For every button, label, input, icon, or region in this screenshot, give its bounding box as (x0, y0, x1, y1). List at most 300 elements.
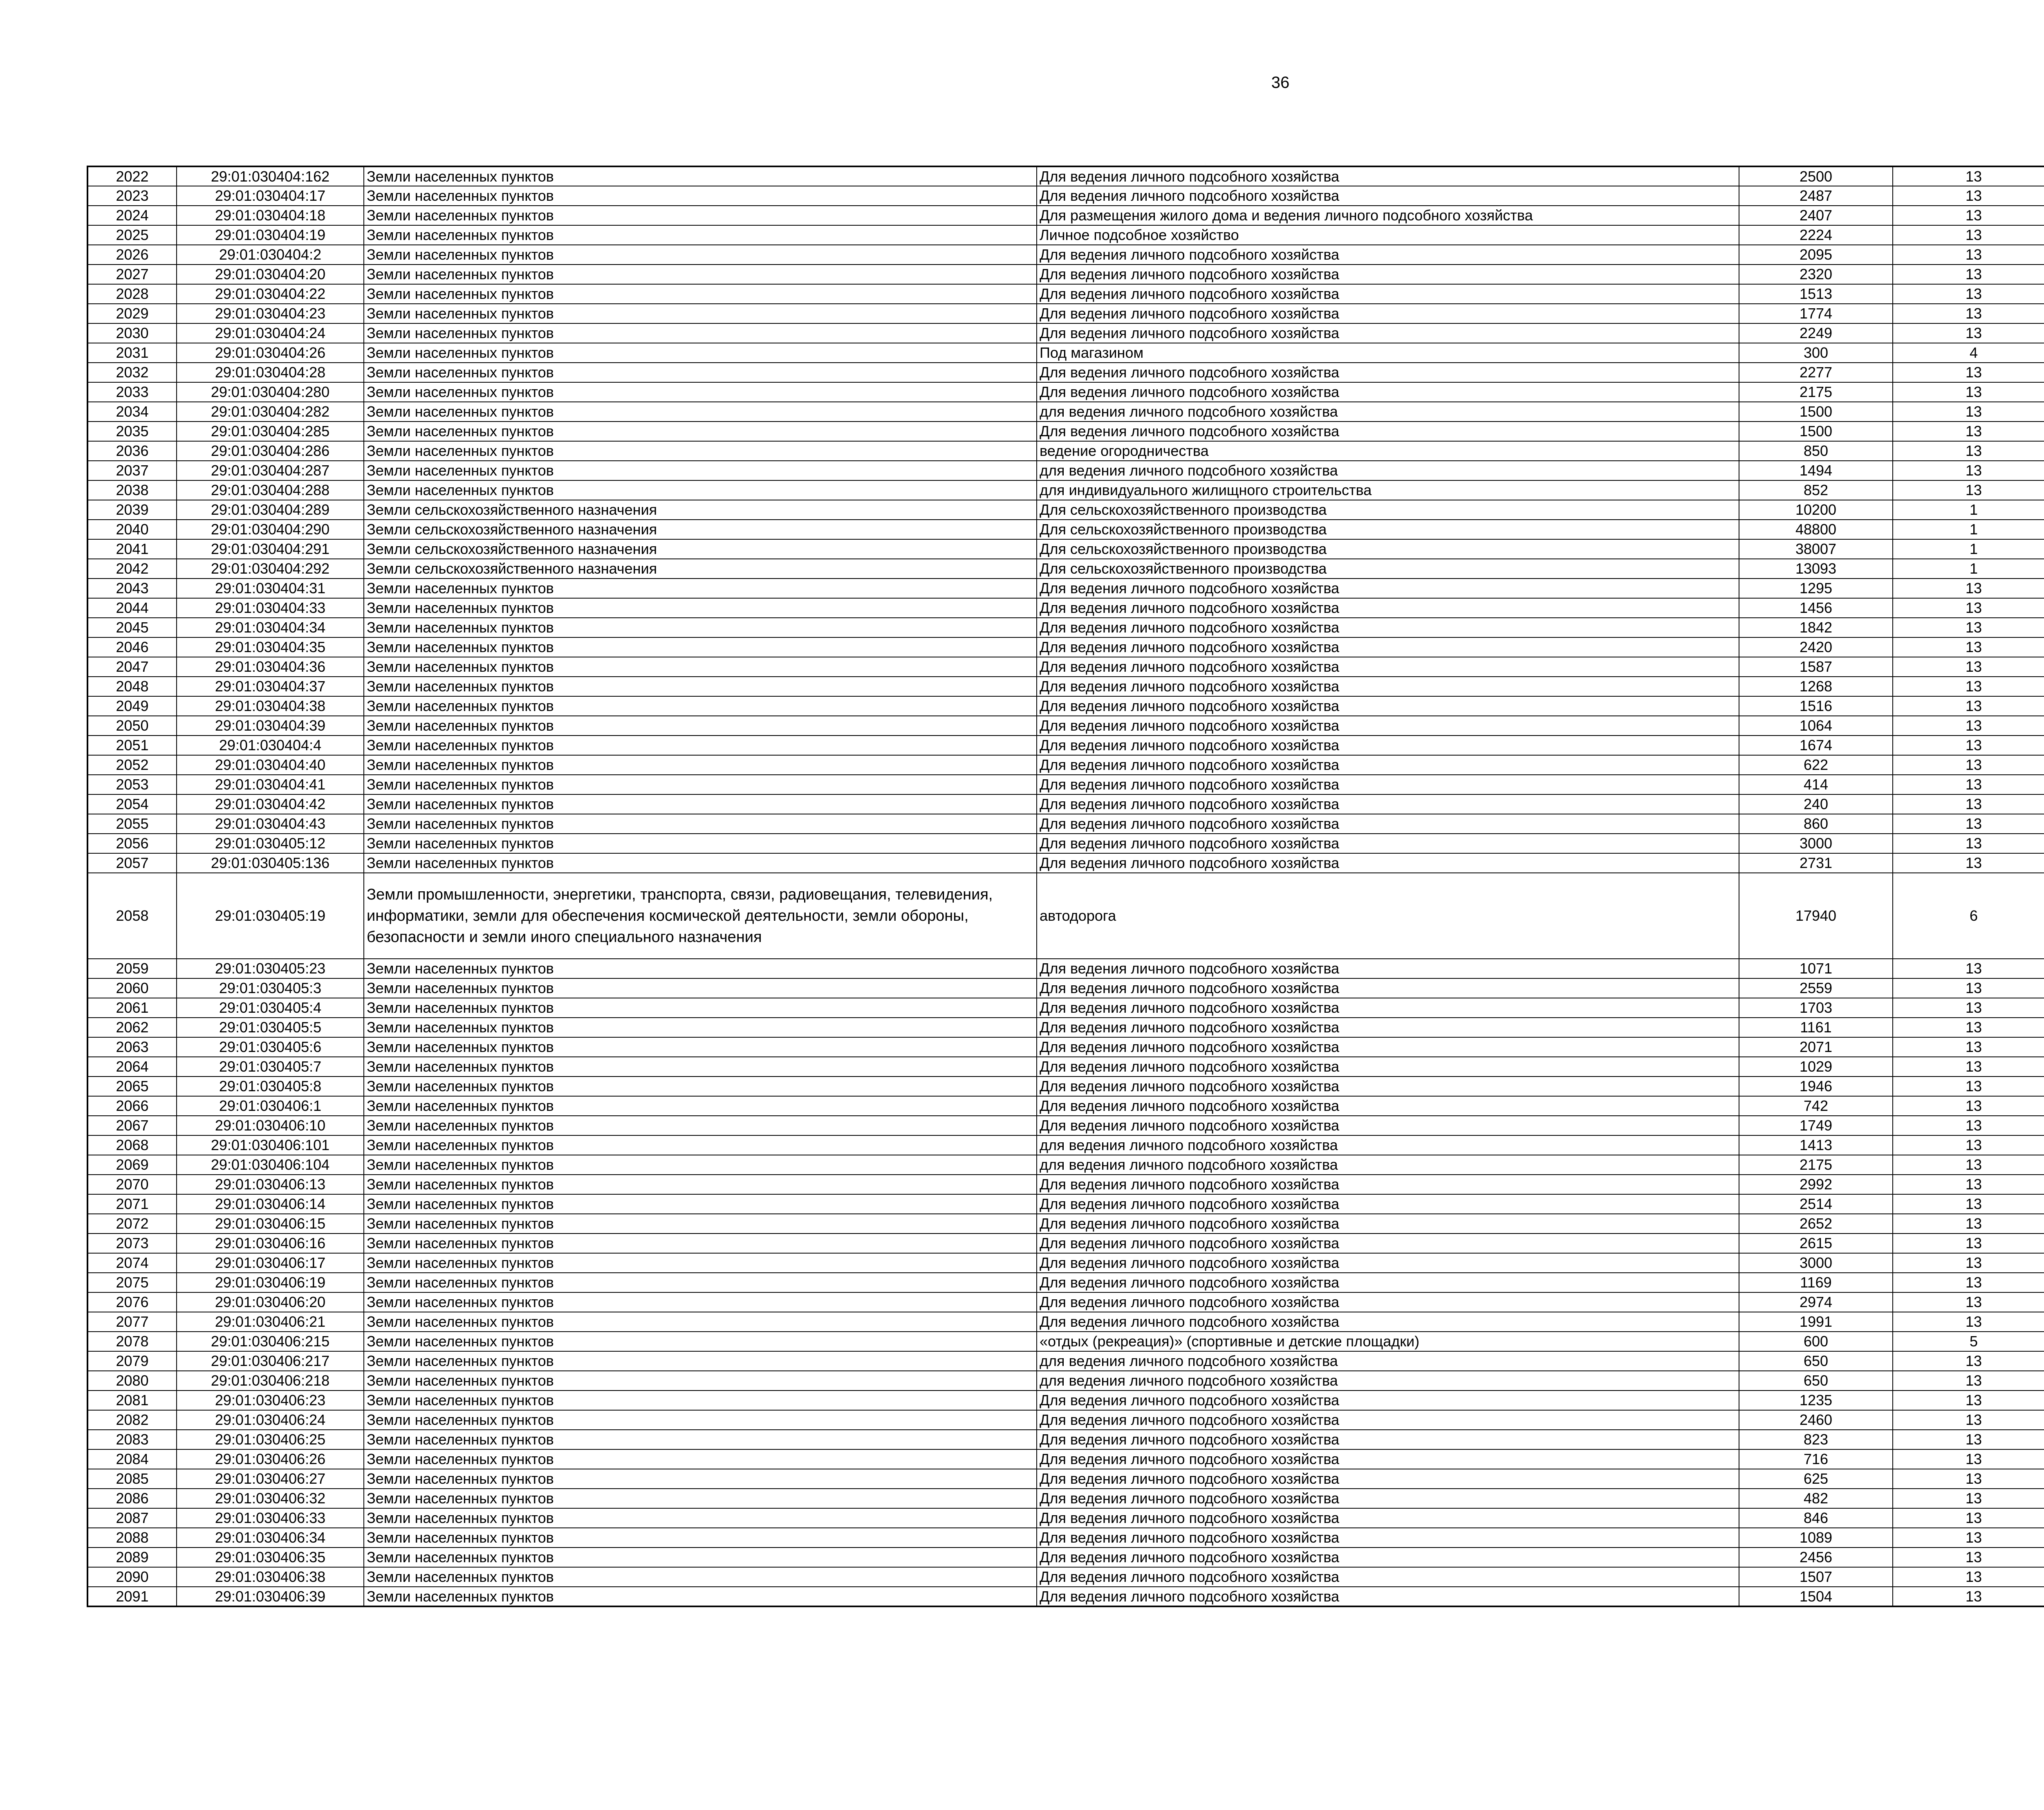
group-cell: 5 (1893, 1332, 2044, 1351)
table-row (87, 304, 2044, 323)
table-row (87, 480, 2044, 500)
area-cell: 3000 (1739, 1253, 1893, 1273)
table-row (87, 422, 2044, 441)
land-category-cell: Земли населенных пунктов (364, 618, 1037, 637)
row-number-cell: 2037 (87, 461, 177, 480)
group-cell: 1 (1893, 559, 2044, 579)
cadastral-number-cell: 29:01:030406:35 (177, 1548, 364, 1567)
area-cell: 2095 (1739, 245, 1893, 265)
row-number-cell: 2064 (87, 1057, 177, 1077)
cadastral-number-cell: 29:01:030406:13 (177, 1175, 364, 1194)
table-row (87, 794, 2044, 814)
table-row (87, 520, 2044, 539)
row-number-cell: 2063 (87, 1037, 177, 1057)
table-row (87, 853, 2044, 873)
area-cell: 1413 (1739, 1135, 1893, 1155)
table-row (87, 1449, 2044, 1469)
table-row (87, 1253, 2044, 1273)
cadastral-number-cell: 29:01:030404:22 (177, 284, 364, 304)
area-cell: 1991 (1739, 1312, 1893, 1332)
area-cell: 1703 (1739, 998, 1893, 1018)
permitted-use-cell: «отдых (рекреация)» (спортивные и детские площадки) (1037, 1332, 1739, 1351)
area-cell: 1064 (1739, 716, 1893, 736)
land-category-cell: Земли населенных пунктов (364, 1567, 1037, 1587)
row-number-cell: 2045 (87, 618, 177, 637)
land-category-cell: Земли населенных пунктов (364, 1528, 1037, 1548)
group-cell: 13 (1893, 1096, 2044, 1116)
permitted-use-cell: Для ведения личного подсобного хозяйства (1037, 186, 1739, 206)
cadastral-number-cell: 29:01:030404:162 (177, 166, 364, 186)
permitted-use-cell: Для ведения личного подсобного хозяйства (1037, 1096, 1739, 1116)
land-category-cell: Земли населенных пунктов (364, 814, 1037, 834)
permitted-use-cell: Для ведения личного подсобного хозяйства (1037, 1391, 1739, 1410)
area-cell: 1587 (1739, 657, 1893, 677)
row-number-cell: 2032 (87, 363, 177, 382)
land-category-cell: Земли сельскохозяйственного назначения (364, 500, 1037, 520)
table-row (87, 1175, 2044, 1194)
table-row (87, 657, 2044, 677)
cadastral-number-cell: 29:01:030404:282 (177, 402, 364, 422)
row-number-cell: 2050 (87, 716, 177, 736)
table-row (87, 1391, 2044, 1410)
land-category-cell: Земли населенных пунктов (364, 1469, 1037, 1489)
row-number-cell: 2031 (87, 343, 177, 363)
cadastral-number-cell: 29:01:030406:25 (177, 1430, 364, 1449)
area-cell: 1071 (1739, 959, 1893, 978)
land-category-cell: Земли населенных пунктов (364, 1587, 1037, 1606)
row-number-cell: 2073 (87, 1234, 177, 1253)
cadastral-number-cell: 29:01:030406:218 (177, 1371, 364, 1391)
permitted-use-cell: Для ведения личного подсобного хозяйства (1037, 1449, 1739, 1469)
group-cell: 13 (1893, 363, 2044, 382)
permitted-use-cell: ведение огородничества (1037, 441, 1739, 461)
cadastral-number-cell: 29:01:030404:286 (177, 441, 364, 461)
area-cell: 240 (1739, 794, 1893, 814)
area-cell: 1513 (1739, 284, 1893, 304)
land-category-cell: Земли населенных пунктов (364, 1018, 1037, 1037)
area-cell: 850 (1739, 441, 1893, 461)
cadastral-number-cell: 29:01:030405:19 (177, 873, 364, 959)
area-cell: 1516 (1739, 696, 1893, 716)
permitted-use-cell: Для ведения личного подсобного хозяйства (1037, 1548, 1739, 1567)
permitted-use-cell: Для ведения личного подсобного хозяйства (1037, 1077, 1739, 1096)
permitted-use-cell: Для ведения личного подсобного хозяйства (1037, 736, 1739, 755)
group-cell: 13 (1893, 461, 2044, 480)
group-cell: 13 (1893, 1018, 2044, 1037)
table-row (87, 559, 2044, 579)
row-number-cell: 2026 (87, 245, 177, 265)
table-row (87, 637, 2044, 657)
group-cell: 13 (1893, 1528, 2044, 1548)
area-cell: 414 (1739, 775, 1893, 794)
land-category-cell: Земли населенных пунктов (364, 284, 1037, 304)
group-cell: 13 (1893, 265, 2044, 284)
land-category-cell: Земли населенных пунктов (364, 579, 1037, 598)
permitted-use-cell: Для ведения личного подсобного хозяйства (1037, 637, 1739, 657)
land-category-cell: Земли населенных пунктов (364, 716, 1037, 736)
cadastral-number-cell: 29:01:030404:280 (177, 382, 364, 402)
table-row (87, 1587, 2044, 1606)
area-cell: 852 (1739, 480, 1893, 500)
group-cell: 13 (1893, 186, 2044, 206)
permitted-use-cell: Личное подсобное хозяйство (1037, 225, 1739, 245)
land-category-cell: Земли сельскохозяйственного назначения (364, 520, 1037, 539)
permitted-use-cell: Для ведения личного подсобного хозяйства (1037, 1037, 1739, 1057)
cadastral-number-cell: 29:01:030404:18 (177, 206, 364, 225)
land-category-cell: Земли населенных пунктов (364, 304, 1037, 323)
cadastral-number-cell: 29:01:030405:8 (177, 1077, 364, 1096)
permitted-use-cell: Для сельскохозяйственного производства (1037, 539, 1739, 559)
permitted-use-cell: Для ведения личного подсобного хозяйства (1037, 1469, 1739, 1489)
row-number-cell: 2024 (87, 206, 177, 225)
group-cell: 13 (1893, 794, 2044, 814)
land-category-cell: Земли населенных пунктов (364, 998, 1037, 1018)
row-number-cell: 2047 (87, 657, 177, 677)
table-row (87, 539, 2044, 559)
area-cell: 1161 (1739, 1018, 1893, 1037)
land-category-cell: Земли населенных пунктов (364, 1135, 1037, 1155)
group-cell: 13 (1893, 1587, 2044, 1606)
permitted-use-cell: Для ведения личного подсобного хозяйства (1037, 853, 1739, 873)
permitted-use-cell: Для ведения личного подсобного хозяйства (1037, 166, 1739, 186)
land-category-cell: Земли населенных пунктов (364, 186, 1037, 206)
cadastral-number-cell: 29:01:030404:36 (177, 657, 364, 677)
area-cell: 846 (1739, 1508, 1893, 1528)
permitted-use-cell: для ведения личного подсобного хозяйства (1037, 461, 1739, 480)
permitted-use-cell: Для ведения личного подсобного хозяйства (1037, 716, 1739, 736)
group-cell: 13 (1893, 1489, 2044, 1508)
permitted-use-cell: для ведения личного подсобного хозяйства (1037, 1371, 1739, 1391)
group-cell: 13 (1893, 637, 2044, 657)
permitted-use-cell: Для ведения личного подсобного хозяйства (1037, 1057, 1739, 1077)
row-number-cell: 2068 (87, 1135, 177, 1155)
group-cell: 13 (1893, 1175, 2044, 1194)
table-row (87, 363, 2044, 382)
group-cell: 13 (1893, 1037, 2044, 1057)
land-category-cell: Земли населенных пунктов (364, 225, 1037, 245)
group-cell: 13 (1893, 1371, 2044, 1391)
permitted-use-cell: Для сельскохозяйственного производства (1037, 500, 1739, 520)
cadastral-number-cell: 29:01:030404:28 (177, 363, 364, 382)
row-number-cell: 2035 (87, 422, 177, 441)
cadastral-number-cell: 29:01:030405:7 (177, 1057, 364, 1077)
group-cell: 13 (1893, 1292, 2044, 1312)
row-number-cell: 2090 (87, 1567, 177, 1587)
group-cell: 13 (1893, 304, 2044, 323)
table-row (87, 284, 2044, 304)
table-row (87, 1351, 2044, 1371)
permitted-use-cell: Для ведения личного подсобного хозяйства (1037, 323, 1739, 343)
cadastral-number-cell: 29:01:030404:291 (177, 539, 364, 559)
area-cell: 1500 (1739, 402, 1893, 422)
row-number-cell: 2049 (87, 696, 177, 716)
row-number-cell: 2048 (87, 677, 177, 696)
land-category-cell: Земли населенных пунктов (364, 363, 1037, 382)
group-cell: 13 (1893, 1214, 2044, 1234)
permitted-use-cell: Под магазином (1037, 343, 1739, 363)
table-row (87, 323, 2044, 343)
table-row (87, 677, 2044, 696)
row-number-cell: 2080 (87, 1371, 177, 1391)
cadastral-number-cell: 29:01:030404:33 (177, 598, 364, 618)
cadastral-number-cell: 29:01:030404:39 (177, 716, 364, 736)
row-number-cell: 2084 (87, 1449, 177, 1469)
table-row (87, 382, 2044, 402)
permitted-use-cell: для ведения личного подсобного хозяйства (1037, 1351, 1739, 1371)
area-cell: 600 (1739, 1332, 1893, 1351)
area-cell: 48800 (1739, 520, 1893, 539)
table-row (87, 598, 2044, 618)
permitted-use-cell: Для ведения личного подсобного хозяйства (1037, 1018, 1739, 1037)
row-number-cell: 2054 (87, 794, 177, 814)
area-cell: 2407 (1739, 206, 1893, 225)
cadastral-number-cell: 29:01:030406:32 (177, 1489, 364, 1508)
table-row (87, 873, 2044, 959)
row-number-cell: 2062 (87, 1018, 177, 1037)
land-category-cell: Земли населенных пунктов (364, 1449, 1037, 1469)
area-cell: 2175 (1739, 382, 1893, 402)
group-cell: 13 (1893, 998, 2044, 1018)
table-row (87, 245, 2044, 265)
group-cell: 1 (1893, 539, 2044, 559)
permitted-use-cell: Для ведения личного подсобного хозяйства (1037, 1587, 1739, 1606)
row-number-cell: 2028 (87, 284, 177, 304)
area-cell: 1235 (1739, 1391, 1893, 1410)
row-number-cell: 2041 (87, 539, 177, 559)
table-row (87, 265, 2044, 284)
area-cell: 2277 (1739, 363, 1893, 382)
row-number-cell: 2056 (87, 834, 177, 853)
cadastral-number-cell: 29:01:030404:38 (177, 696, 364, 716)
row-number-cell: 2069 (87, 1155, 177, 1175)
permitted-use-cell: Для ведения личного подсобного хозяйства (1037, 1234, 1739, 1253)
land-category-cell: Земли населенных пунктов (364, 1175, 1037, 1194)
area-cell: 1456 (1739, 598, 1893, 618)
area-cell: 2559 (1739, 978, 1893, 998)
cadastral-number-cell: 29:01:030406:104 (177, 1155, 364, 1175)
cadastral-number-cell: 29:01:030405:23 (177, 959, 364, 978)
land-category-cell: Земли населенных пунктов (364, 461, 1037, 480)
area-cell: 2175 (1739, 1155, 1893, 1175)
row-number-cell: 2078 (87, 1332, 177, 1351)
area-cell: 2456 (1739, 1548, 1893, 1567)
group-cell: 13 (1893, 1155, 2044, 1175)
area-cell: 2420 (1739, 637, 1893, 657)
land-category-cell: Земли населенных пунктов (364, 657, 1037, 677)
land-category-cell: Земли населенных пунктов (364, 637, 1037, 657)
table-row (87, 978, 2044, 998)
area-cell: 716 (1739, 1449, 1893, 1469)
table-row (87, 343, 2044, 363)
permitted-use-cell: Для ведения личного подсобного хозяйства (1037, 382, 1739, 402)
group-cell: 13 (1893, 716, 2044, 736)
table-row (87, 775, 2044, 794)
cadastral-number-cell: 29:01:030406:101 (177, 1135, 364, 1155)
table-row (87, 1057, 2044, 1077)
cadastral-number-cell: 29:01:030404:41 (177, 775, 364, 794)
table-row (87, 225, 2044, 245)
row-number-cell: 2034 (87, 402, 177, 422)
table-row (87, 1489, 2044, 1508)
land-category-cell: Земли сельскохозяйственного назначения (364, 559, 1037, 579)
land-category-cell: Земли населенных пунктов (364, 166, 1037, 186)
area-cell: 1500 (1739, 422, 1893, 441)
table-row (87, 1292, 2044, 1312)
row-number-cell: 2061 (87, 998, 177, 1018)
cadastral-number-cell: 29:01:030406:39 (177, 1587, 364, 1606)
land-parcels-table (87, 166, 2044, 1607)
area-cell: 1268 (1739, 677, 1893, 696)
land-category-cell: Земли населенных пунктов (364, 959, 1037, 978)
land-category-cell: Земли промышленности, энергетики, транспорта, связи, радиовещания, телевидения, информатики, земли для обеспечения космической деятельности, земли обороны, безопасности и земли иного специального назначения (364, 873, 1037, 959)
row-number-cell: 2036 (87, 441, 177, 461)
land-category-cell: Земли населенных пунктов (364, 1194, 1037, 1214)
permitted-use-cell: Для ведения личного подсобного хозяйства (1037, 1528, 1739, 1548)
cadastral-number-cell: 29:01:030406:27 (177, 1469, 364, 1489)
row-number-cell: 2043 (87, 579, 177, 598)
land-category-cell: Земли населенных пунктов (364, 1508, 1037, 1528)
permitted-use-cell: Для ведения личного подсобного хозяйства (1037, 696, 1739, 716)
area-cell: 860 (1739, 814, 1893, 834)
cadastral-number-cell: 29:01:030404:2 (177, 245, 364, 265)
table-row (87, 1508, 2044, 1528)
permitted-use-cell: Для размещения жилого дома и ведения личного подсобного хозяйства (1037, 206, 1739, 225)
row-number-cell: 2074 (87, 1253, 177, 1273)
permitted-use-cell: Для ведения личного подсобного хозяйства (1037, 814, 1739, 834)
row-number-cell: 2065 (87, 1077, 177, 1096)
table-row (87, 736, 2044, 755)
cadastral-number-cell: 29:01:030404:31 (177, 579, 364, 598)
area-cell: 38007 (1739, 539, 1893, 559)
land-category-cell: Земли населенных пунктов (364, 696, 1037, 716)
group-cell: 13 (1893, 696, 2044, 716)
group-cell: 13 (1893, 1194, 2044, 1214)
group-cell: 13 (1893, 775, 2044, 794)
permitted-use-cell: Для ведения личного подсобного хозяйства (1037, 265, 1739, 284)
table-row (87, 1371, 2044, 1391)
cadastral-number-cell: 29:01:030404:285 (177, 422, 364, 441)
cadastral-number-cell: 29:01:030406:10 (177, 1116, 364, 1135)
cadastral-number-cell: 29:01:030404:292 (177, 559, 364, 579)
group-cell: 13 (1893, 657, 2044, 677)
group-cell: 13 (1893, 1135, 2044, 1155)
permitted-use-cell: Для ведения личного подсобного хозяйства (1037, 422, 1739, 441)
land-category-cell: Земли населенных пунктов (364, 1391, 1037, 1410)
cadastral-number-cell: 29:01:030404:288 (177, 480, 364, 500)
land-category-cell: Земли населенных пунктов (364, 1332, 1037, 1351)
permitted-use-cell: для ведения личного подсобного хозяйства (1037, 1155, 1739, 1175)
permitted-use-cell: Для ведения личного подсобного хозяйства (1037, 579, 1739, 598)
land-category-cell: Земли населенных пунктов (364, 834, 1037, 853)
cadastral-number-cell: 29:01:030404:287 (177, 461, 364, 480)
area-cell: 1494 (1739, 461, 1893, 480)
group-cell: 13 (1893, 853, 2044, 873)
cadastral-number-cell: 29:01:030405:5 (177, 1018, 364, 1037)
area-cell: 2487 (1739, 186, 1893, 206)
group-cell: 1 (1893, 520, 2044, 539)
land-category-cell: Земли сельскохозяйственного назначения (364, 539, 1037, 559)
group-cell: 13 (1893, 1234, 2044, 1253)
cadastral-number-cell: 29:01:030404:289 (177, 500, 364, 520)
land-category-cell: Земли населенных пунктов (364, 265, 1037, 284)
group-cell: 13 (1893, 245, 2044, 265)
row-number-cell: 2057 (87, 853, 177, 873)
permitted-use-cell: Для ведения личного подсобного хозяйства (1037, 1175, 1739, 1194)
land-category-cell: Земли населенных пунктов (364, 598, 1037, 618)
permitted-use-cell: автодорога (1037, 873, 1739, 959)
area-cell: 1089 (1739, 1528, 1893, 1548)
permitted-use-cell: Для сельскохозяйственного производства (1037, 559, 1739, 579)
cadastral-number-cell: 29:01:030404:37 (177, 677, 364, 696)
area-cell: 2514 (1739, 1194, 1893, 1214)
group-cell: 1 (1893, 500, 2044, 520)
row-number-cell: 2033 (87, 382, 177, 402)
permitted-use-cell: Для ведения личного подсобного хозяйства (1037, 1253, 1739, 1273)
group-cell: 13 (1893, 1253, 2044, 1273)
row-number-cell: 2046 (87, 637, 177, 657)
row-number-cell: 2066 (87, 1096, 177, 1116)
area-cell: 1842 (1739, 618, 1893, 637)
permitted-use-cell: Для ведения личного подсобного хозяйства (1037, 363, 1739, 382)
row-number-cell: 2075 (87, 1273, 177, 1292)
area-cell: 2224 (1739, 225, 1893, 245)
table-row (87, 1430, 2044, 1449)
cadastral-number-cell: 29:01:030404:290 (177, 520, 364, 539)
cadastral-number-cell: 29:01:030404:34 (177, 618, 364, 637)
permitted-use-cell: Для ведения личного подсобного хозяйства (1037, 959, 1739, 978)
land-category-cell: Земли населенных пунктов (364, 1096, 1037, 1116)
table-row (87, 206, 2044, 225)
group-cell: 13 (1893, 166, 2044, 186)
permitted-use-cell: Для ведения личного подсобного хозяйства (1037, 284, 1739, 304)
cadastral-number-cell: 29:01:030405:4 (177, 998, 364, 1018)
table-row (87, 959, 2044, 978)
table-row (87, 402, 2044, 422)
table-row (87, 579, 2044, 598)
cadastral-number-cell: 29:01:030404:20 (177, 265, 364, 284)
cadastral-number-cell: 29:01:030406:1 (177, 1096, 364, 1116)
cadastral-number-cell: 29:01:030405:136 (177, 853, 364, 873)
row-number-cell: 2077 (87, 1312, 177, 1332)
group-cell: 13 (1893, 834, 2044, 853)
table-row (87, 1214, 2044, 1234)
cadastral-number-cell: 29:01:030406:20 (177, 1292, 364, 1312)
row-number-cell: 2027 (87, 265, 177, 284)
row-number-cell: 2059 (87, 959, 177, 978)
permitted-use-cell: Для ведения личного подсобного хозяйства (1037, 834, 1739, 853)
land-category-cell: Земли населенных пунктов (364, 978, 1037, 998)
table-row (87, 755, 2044, 775)
land-category-cell: Земли населенных пунктов (364, 1292, 1037, 1312)
table-row (87, 1469, 2044, 1489)
row-number-cell: 2085 (87, 1469, 177, 1489)
land-category-cell: Земли населенных пунктов (364, 480, 1037, 500)
area-cell: 1295 (1739, 579, 1893, 598)
area-cell: 3000 (1739, 834, 1893, 853)
row-number-cell: 2070 (87, 1175, 177, 1194)
area-cell: 823 (1739, 1430, 1893, 1449)
row-number-cell: 2087 (87, 1508, 177, 1528)
land-category-cell: Земли населенных пунктов (364, 794, 1037, 814)
group-cell: 13 (1893, 441, 2044, 461)
group-cell: 13 (1893, 1449, 2044, 1469)
area-cell: 2460 (1739, 1410, 1893, 1430)
area-cell: 1774 (1739, 304, 1893, 323)
land-category-cell: Земли населенных пунктов (364, 343, 1037, 363)
permitted-use-cell: Для ведения личного подсобного хозяйства (1037, 677, 1739, 696)
row-number-cell: 2079 (87, 1351, 177, 1371)
cadastral-number-cell: 29:01:030406:15 (177, 1214, 364, 1234)
